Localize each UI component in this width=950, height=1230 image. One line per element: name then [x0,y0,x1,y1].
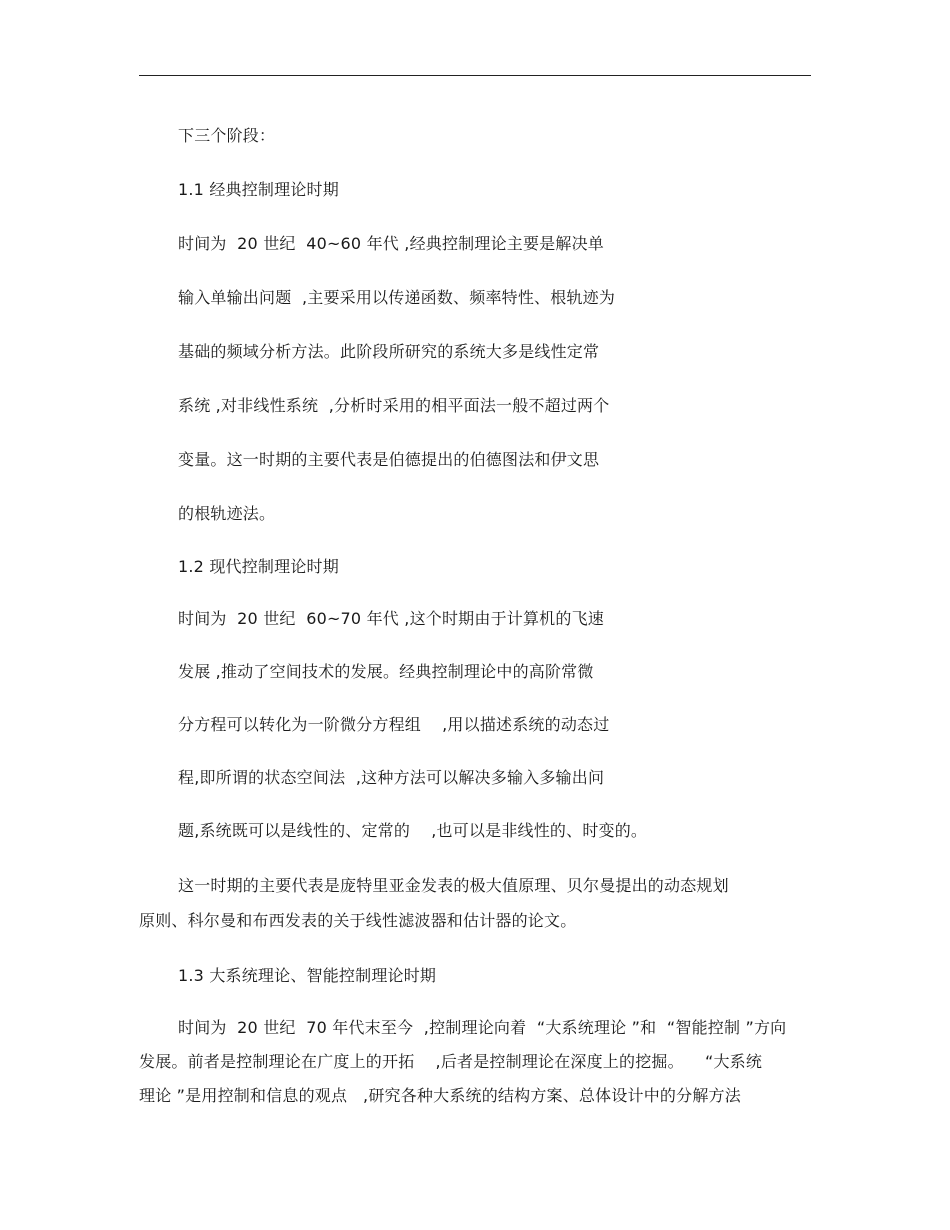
text-line: 原则、科尔曼和布西发表的关于线性滤波器和估计器的论文。 [139,911,577,930]
header-rule [139,75,811,76]
text-line: 发展 ,推动了空间技术的发展。经典控制理论中的高阶常微 [178,662,594,681]
text-line: 理论 ”是用控制和信息的观点 ,研究各种大系统的结构方案、总体设计中的分解方法 [139,1086,741,1105]
text-line: 输入单输出问题 ,主要采用以传递函数、频率特性、根轨迹为 [178,288,616,307]
text-line: 时间为 20 世纪 60~70 年代 ,这个时期由于计算机的飞速 [178,609,604,628]
text-line: 变量。这一时期的主要代表是伯德提出的伯德图法和伊文思 [178,450,600,469]
text-line: 题,系统既可以是线性的、定常的 ,也可以是非线性的、时变的。 [178,821,648,840]
text-line: 分方程可以转化为一阶微分方程组 ,用以描述系统的动态过 [178,715,610,734]
text-line: 基础的频域分析方法。此阶段所研究的系统大多是线性定常 [178,342,600,361]
paragraph-first-line: 时间为 20 世纪 70 年代末至今 ,控制理论向着 “大系统理论 ”和 “智能控制 ”方向 [178,1018,787,1037]
text-line: 时间为 20 世纪 40~60 年代 ,经典控制理论主要是解决单 [178,234,604,253]
text-line: 程,即所谓的状态空间法 ,这种方法可以解决多输入多输出问 [178,768,605,787]
text-line: 发展。前者是控制理论在广度上的开拓 ,后者是控制理论在深度上的挖掘。 “大系统 [139,1052,763,1071]
section-heading: 1.1 经典控制理论时期 [178,180,339,199]
section-heading: 1.2 现代控制理论时期 [178,557,339,576]
text-line: 下三个阶段： [178,126,276,145]
text-line: 的根轨迹法。 [178,504,276,523]
paragraph-first-line: 这一时期的主要代表是庞特里亚金发表的极大值原理、贝尔曼提出的动态规划 [178,876,729,895]
section-heading: 1.3 大系统理论、智能控制理论时期 [178,966,437,985]
text-line: 系统 ,对非线性系统 ,分析时采用的相平面法一般不超过两个 [178,396,610,415]
